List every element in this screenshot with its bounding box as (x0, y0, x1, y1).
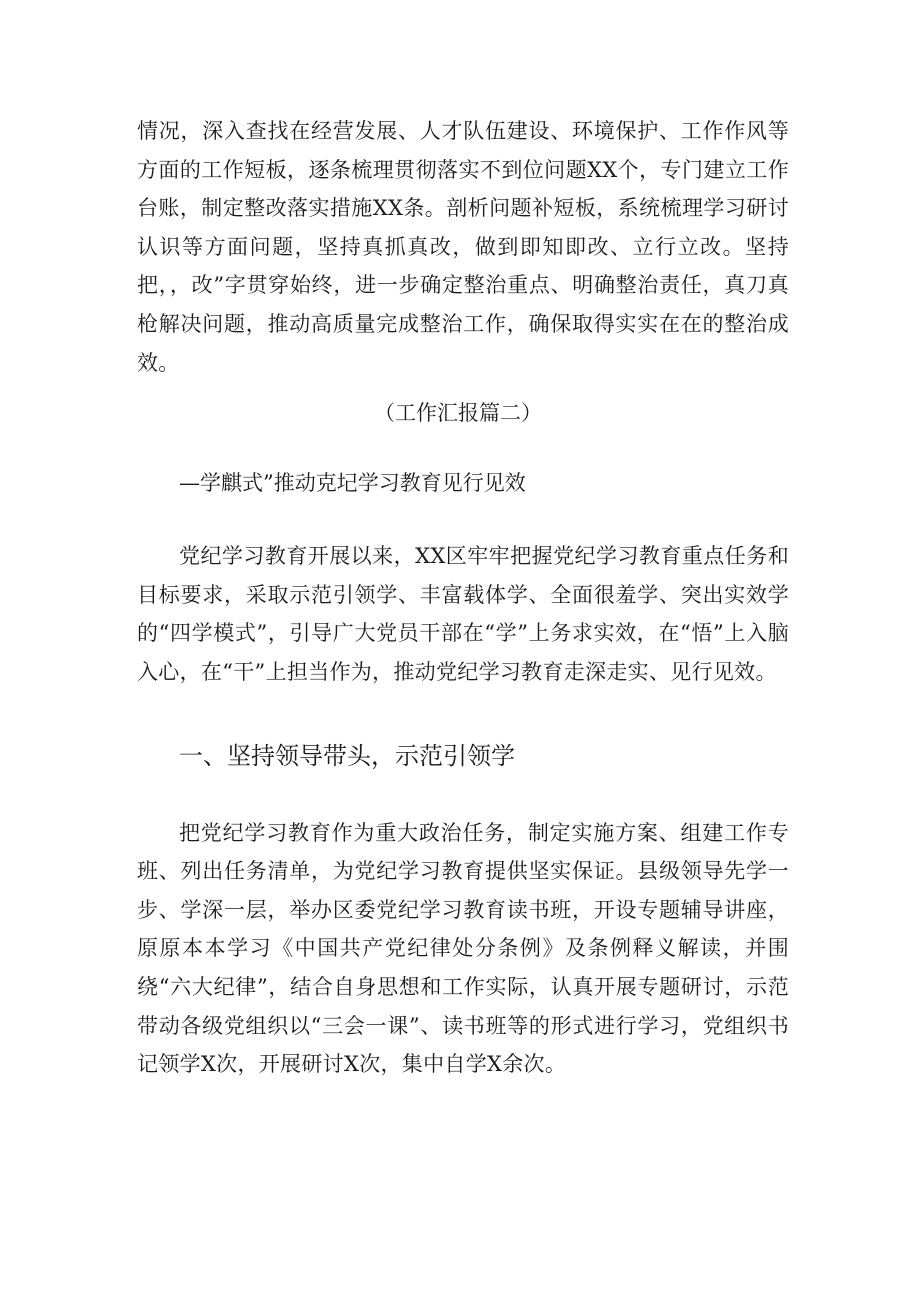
report-lead-title: —学麒式”推动克圮学习教育见行见效 (179, 471, 526, 496)
report-subtitle: （工作汇报篇二） (374, 401, 542, 426)
intro-paragraph: 党纪学习教育开展以来，XX区牢牢把握党纪学习教育重点任务和目标要求，采取示范引领学、丰富载体学、全面很羞学、突出实效学的“四学模式”，引导广大党员干部在“学”上务求实效，在“悟”上入脑入心，在“干”上担当作为，推动党纪学习教育走深走实、见行见效。 (137, 544, 789, 684)
body-paragraph-continued: 情况，深入查找在经营发展、人才队伍建设、环境保护、工作作风等方面的工作短板，逐条梳理贯彻落实不到位问题XX个，专门建立工作台账，制定整改落实措施XX条。剖析问题补短板，系统梳理学习研讨认识等方面问题，坚持真抓真改，做到即知即改、立行立改。坚持把，，改”字贯穿始终，进一步确定整治重点、明确整治责任，真刀真枪解决问题，推动高质量完成整治工作，确保取得实实在在的整治成效。 (137, 119, 789, 375)
section-1-paragraph: 把党纪学习教育作为重大政治任务，制定实施方案、组建工作专班、列出任务清单，为党纪学习教育提供坚实保证。县级领导先学一步、学深一层，举办区委党纪学习教育读书班，开设专题辅导讲座，原原本本学习《中国共产党纪律处分条例》及条例释义解读，并围绕“六大纪律”，结合自身思想和工作实际，认真开展专题研讨，示范带动各级党组织以“三会一课”、读书班等的形式进行学习，党组织书记领学X次，开展研讨X次，集中自学X余次。 (137, 820, 789, 1077)
section-heading-1: 一、坚持领导带头，示范引领学 (179, 741, 515, 770)
document-page (137, 112, 789, 1084)
